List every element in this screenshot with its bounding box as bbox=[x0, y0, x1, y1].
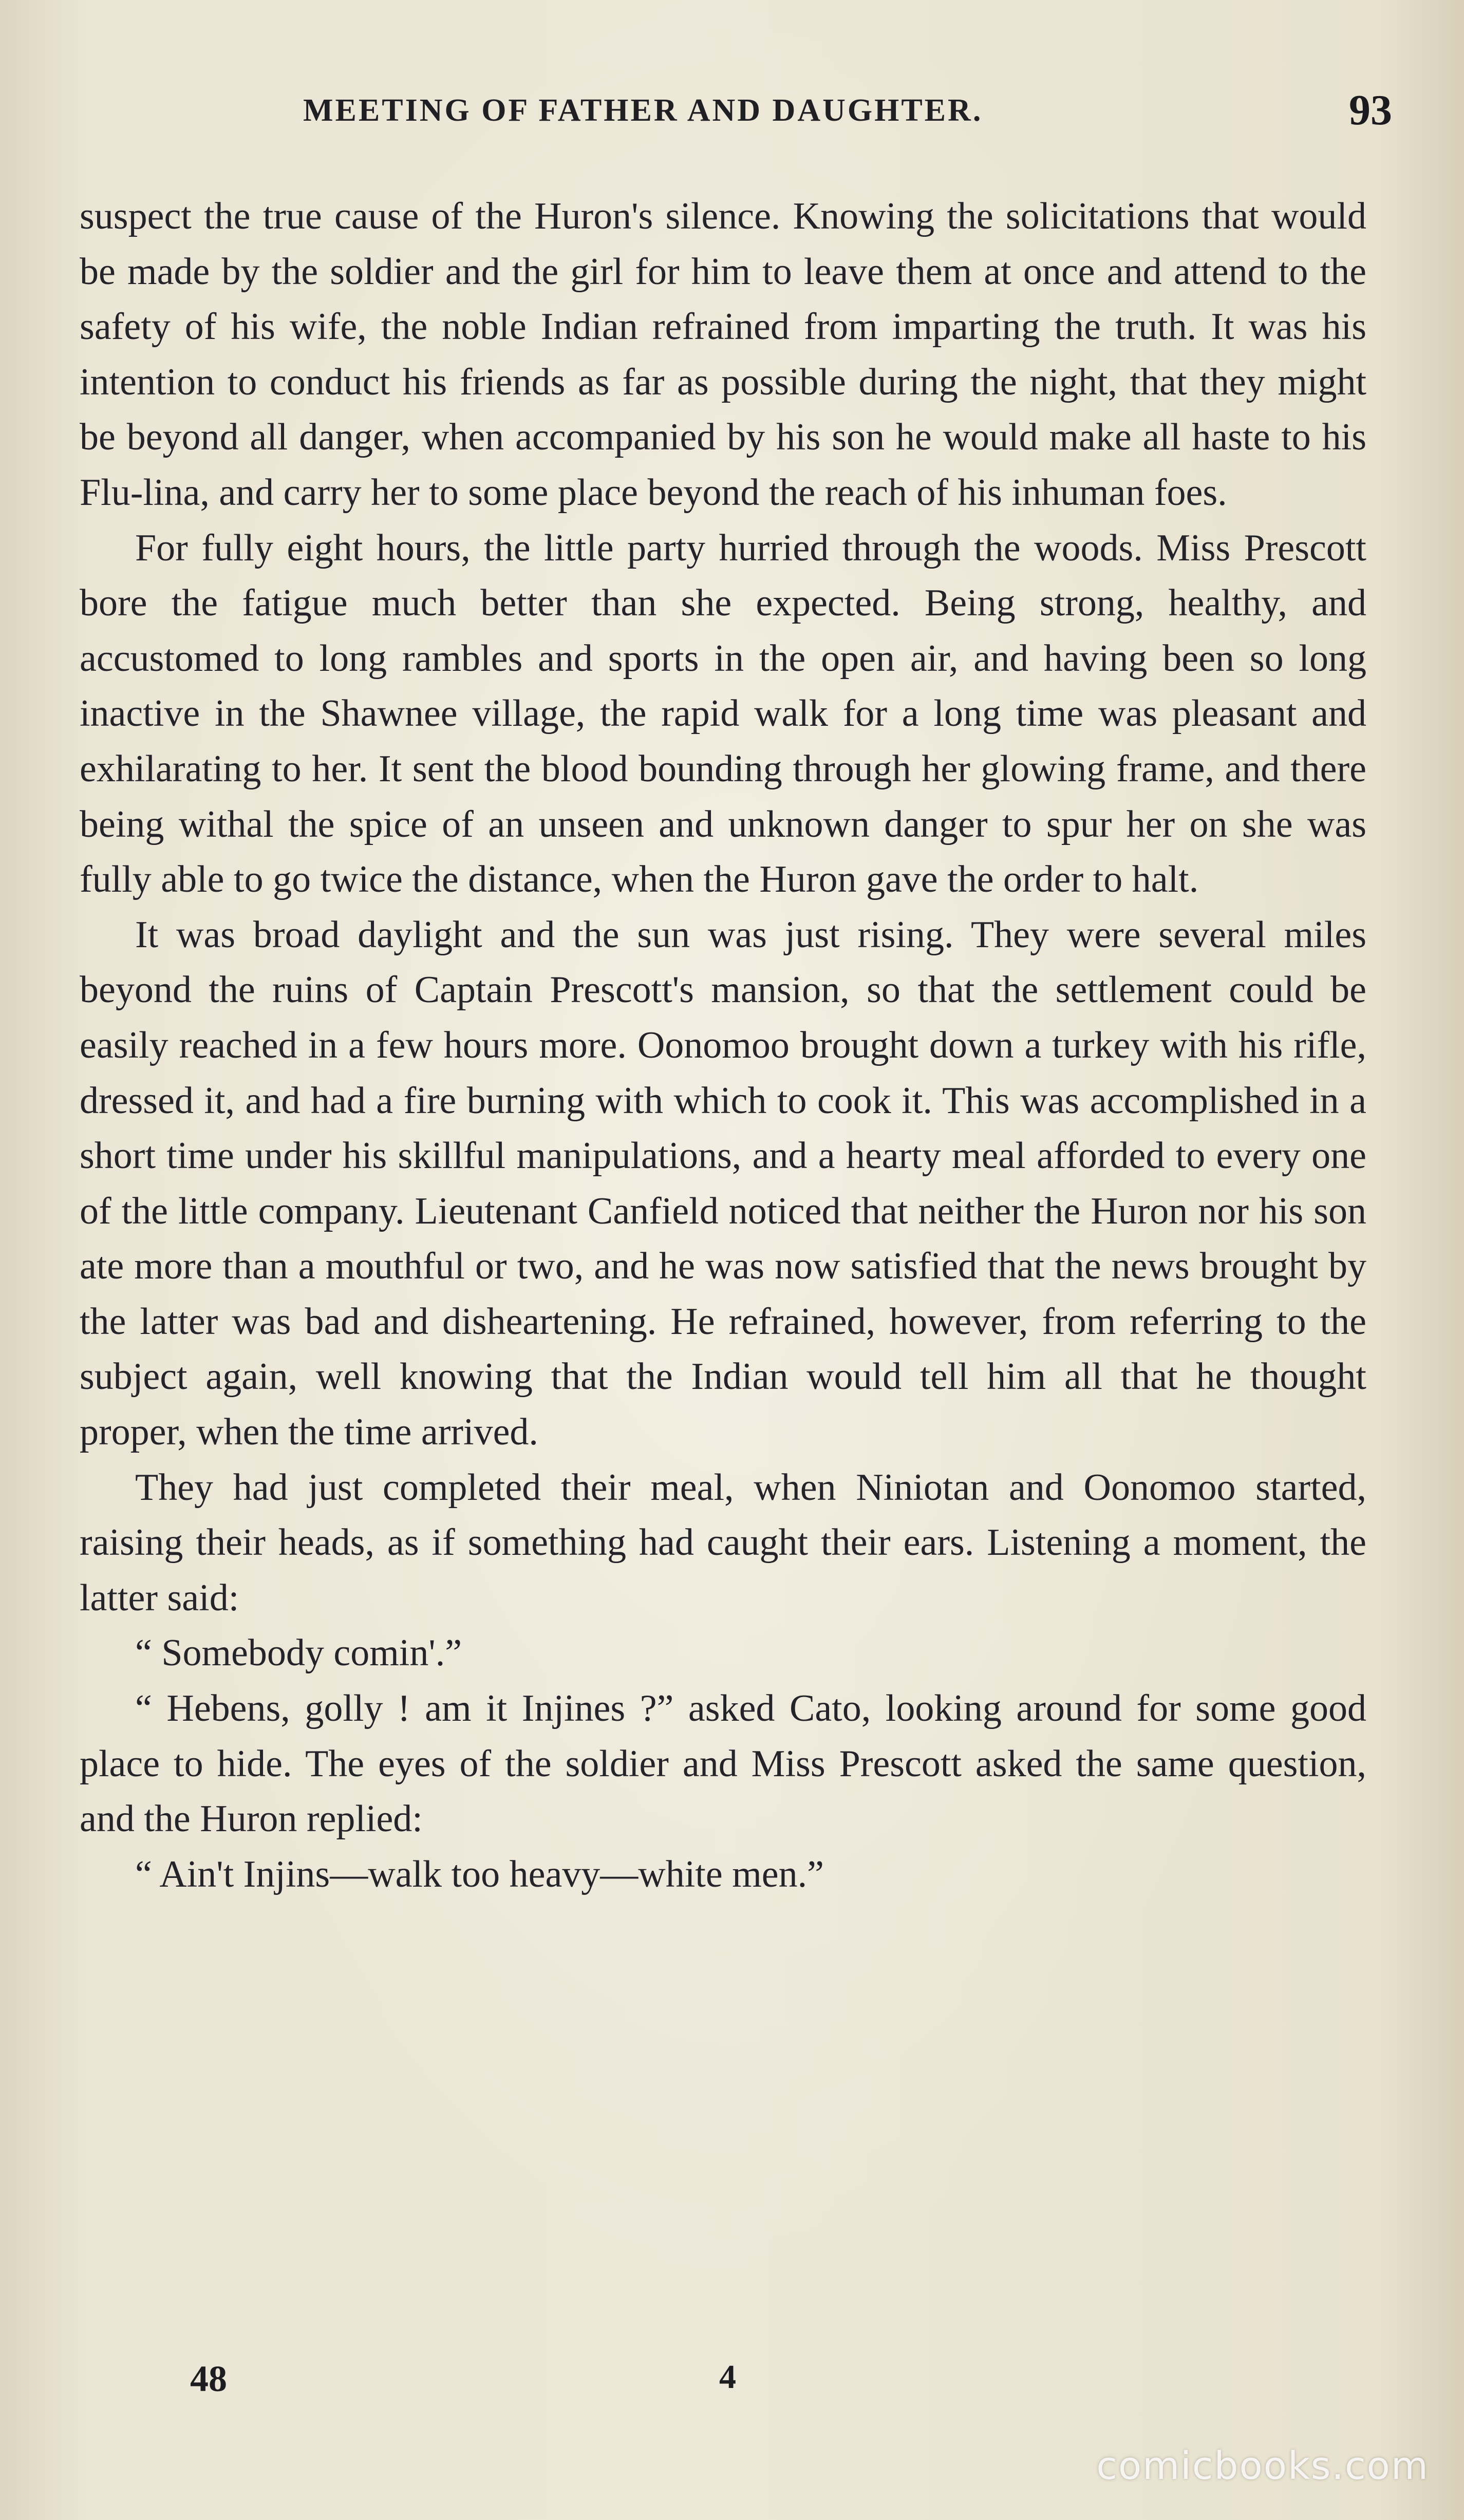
page-header bbox=[303, 86, 1392, 139]
watermark: comicbooks.com bbox=[1096, 2444, 1429, 2488]
paragraph: For fully eight hours, the little party hurried through the woods. Miss Prescott bore the fatigue much better than she expected. Being strong, healthy, and accustomed to long rambles and sports in the open air, and having been so long inactive in the Shawnee village, the rapid walk for a long time was pleasant and exhilarating to her. It sent the blood bounding through her glowing frame, and there being withal the spice of an unseen and unknown danger to spur her on she was fully able to go twice the distance, when the Huron gave the order to halt. bbox=[80, 526, 1366, 901]
paragraph: “ Hebens, golly ! am it Injines ?” asked Cato, looking around for some good place to hide. The eyes of the soldier and Miss Prescott asked the same question, and the Huron replied: bbox=[80, 1687, 1366, 1840]
paragraph: suspect the true cause of the Huron's silence. Knowing the solicitations that would be made by the soldier and the girl for him to leave them at once and attend to the safety of his wife, the noble Indian refrained from imparting the truth. It was his intention to conduct his friends as far as possible during the night, that they might be beyond all danger, when accompanied by his son he would make all haste to his Flu-lina, and carry her to some place beyond the reach of his inhuman foes. bbox=[80, 195, 1366, 514]
signature-mark: 48 bbox=[190, 2358, 227, 2399]
paragraph: They had just completed their meal, when Niniotan and Oonomoo started, raising their heads, as if something had caught their ears. Listening a moment, the latter said: bbox=[80, 1466, 1366, 1619]
body-text bbox=[80, 189, 1366, 1902]
running-title: MEETING OF FATHER AND DAUGHTER. bbox=[303, 93, 983, 128]
paragraph: “ Somebody comin'.” bbox=[135, 1632, 462, 1675]
paragraph: “ Ain't Injins—walk too heavy—white men.” bbox=[135, 1853, 824, 1895]
signature-number: 4 bbox=[719, 2358, 736, 2396]
paragraph: It was broad daylight and the sun was just rising. They were several miles beyond the ruins of Captain Prescott's mansion, so that the settlement could be easily reached in a few hours more. Oonomoo brought down a turkey with his rifle, dressed it, and had a fire burning with which to cook it. This was accomplished in a short time under his skillful manipulations, and a hearty meal afforded to every one of the little company. Lieutenant Canfield noticed that neither the Huron nor his son ate more than a mouthful or two, and he was now satisfied that the news brought by the latter was bad and disheartening. He refrained, however, from referring to the subject again, well knowing that the Indian would tell him all that he thought proper, when the time arrived. bbox=[80, 913, 1366, 1454]
page-number: 93 bbox=[1349, 86, 1392, 134]
page-footer bbox=[190, 2358, 806, 2409]
